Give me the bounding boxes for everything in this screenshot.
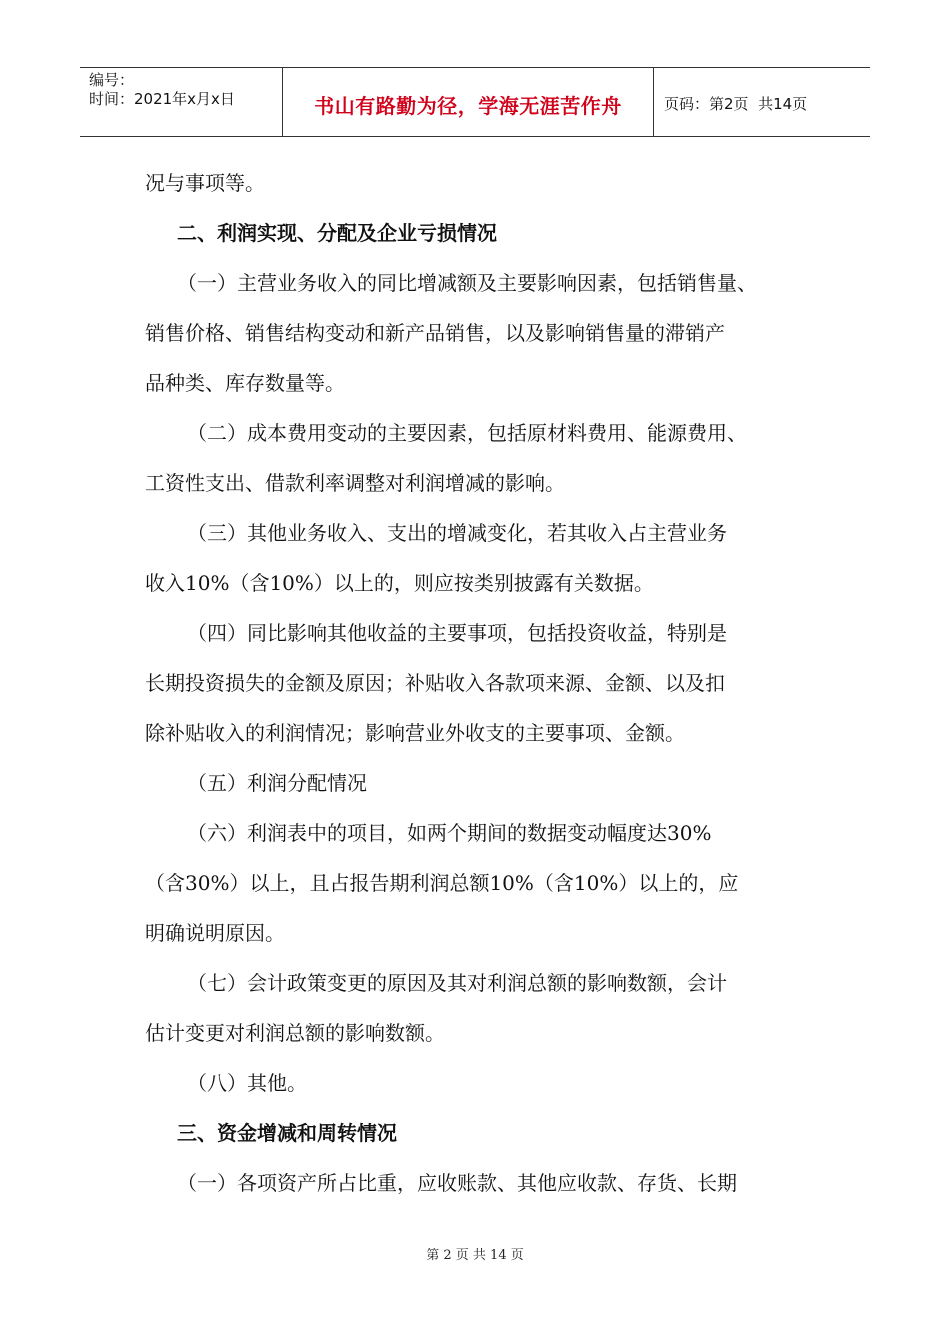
body-line: 况与事项等。 — [145, 171, 265, 195]
body-line: （一）主营业务收入的同比增减额及主要影响因素，包括销售量、 — [177, 271, 757, 295]
body-line: （七）会计政策变更的原因及其对利润总额的影响数额，会计 — [187, 971, 727, 995]
document-body — [145, 158, 825, 1208]
body-line: （含30%）以上，且占报告期利润总额10%（含10%）以上的，应 — [145, 871, 739, 895]
body-line: 品种类、库存数量等。 — [145, 371, 345, 395]
document-date-label: 时间：2021年x月x日 — [89, 90, 235, 108]
body-line: （四）同比影响其他收益的主要事项，包括投资收益，特别是 — [187, 621, 727, 645]
body-line: （八）其他。 — [187, 1071, 307, 1095]
body-line: 收入10%（含10%）以上的，则应按类别披露有关数据。 — [145, 571, 654, 595]
header-page-cell — [654, 68, 870, 136]
header-meta-cell — [80, 68, 283, 136]
body-line: （六）利润表中的项目，如两个期间的数据变动幅度达30% — [187, 821, 712, 845]
body-line: （三）其他业务收入、支出的增减变化，若其收入占主营业务 — [187, 521, 727, 545]
body-line: 销售价格、销售结构变动和新产品销售，以及影响销售量的滞销产 — [145, 321, 725, 345]
body-line: （一）各项资产所占比重，应收账款、其他应收款、存货、长期 — [177, 1171, 737, 1195]
header-motto-cell — [283, 68, 654, 136]
body-line: 明确说明原因。 — [145, 921, 285, 945]
body-line: 长期投资损失的金额及原因；补贴收入各款项来源、金额、以及扣 — [145, 671, 725, 695]
body-line: 除补贴收入的利润情况；影响营业外收支的主要事项、金额。 — [145, 721, 685, 745]
page-footer: 第 2 页 共 14 页 — [426, 1248, 524, 1263]
body-line: 工资性支出、借款利率调整对利润增减的影响。 — [145, 471, 565, 495]
section-heading: 三、资金增减和周转情况 — [177, 1121, 397, 1145]
document-number-label: 编号： — [89, 71, 135, 89]
section-heading: 二、利润实现、分配及企业亏损情况 — [177, 221, 497, 245]
body-line: 估计变更对利润总额的影响数额。 — [145, 1021, 445, 1045]
body-line: （二）成本费用变动的主要因素，包括原材料费用、能源费用、 — [187, 421, 747, 445]
header-page-info: 页码：第2页 共14页 — [664, 94, 808, 113]
page-header — [80, 67, 870, 137]
header-motto: 书山有路勤为径，学海无涯苦作舟 — [314, 93, 622, 118]
body-line: （五）利润分配情况 — [187, 771, 367, 795]
